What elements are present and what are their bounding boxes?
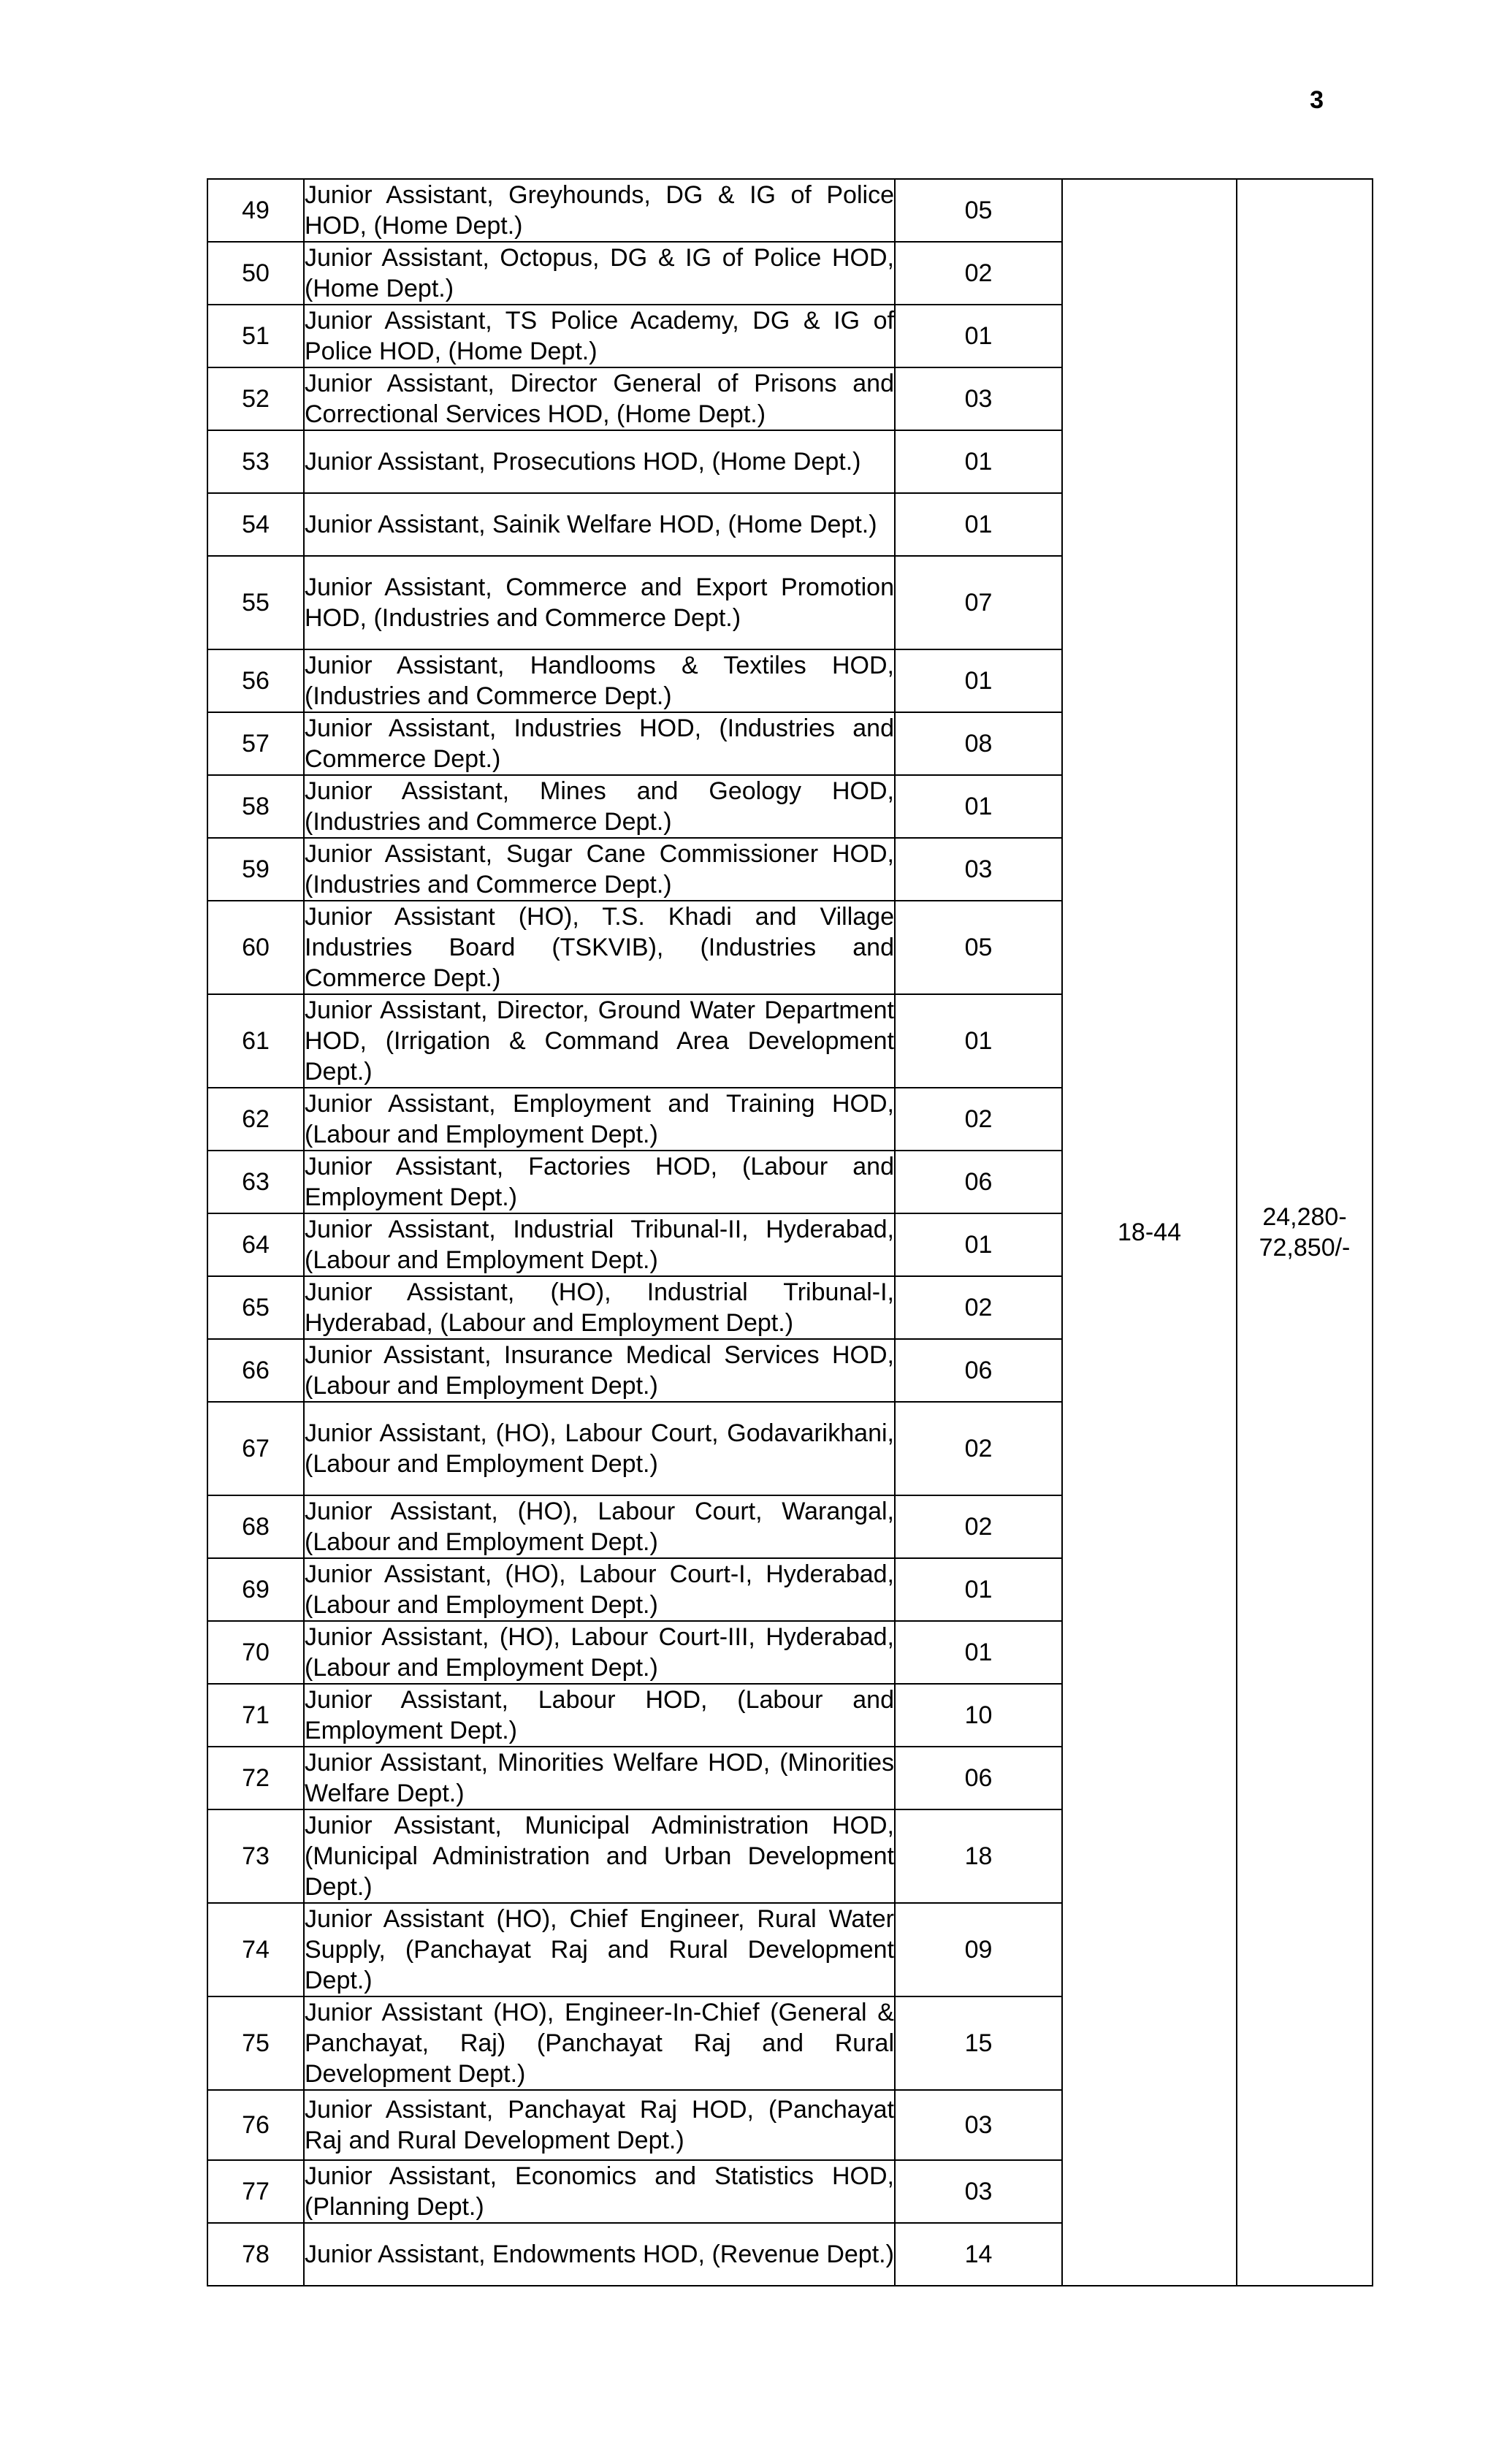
vacancies-cell: 01 [895,649,1062,712]
post-name-cell: Junior Assistant, Greyhounds, DG & IG of Police HOD, (Home Dept.) [304,179,895,242]
vacancies-cell: 03 [895,2160,1062,2223]
vacancies-cell: 18 [895,1809,1062,1903]
post-name-cell: Junior Assistant, Industries HOD, (Industries and Commerce Dept.) [304,712,895,775]
serial-number-cell: 75 [207,1996,304,2090]
vacancies-cell: 15 [895,1996,1062,2090]
vacancies-cell: 01 [895,775,1062,838]
vacancies-cell: 06 [895,1339,1062,1402]
post-name-cell: Junior Assistant, Commerce and Export Promotion HOD, (Industries and Commerce Dept.) [304,556,895,649]
post-name-cell: Junior Assistant (HO), Chief Engineer, Rural Water Supply, (Panchayat Raj and Rural Development Dept.) [304,1903,895,1996]
vacancies-cell: 08 [895,712,1062,775]
serial-number-cell: 76 [207,2090,304,2160]
serial-number-cell: 54 [207,493,304,556]
vacancies-cell: 03 [895,367,1062,430]
post-name-cell: Junior Assistant, Director General of Prisons and Correctional Services HOD, (Home Dept.) [304,367,895,430]
serial-number-cell: 68 [207,1495,304,1558]
serial-number-cell: 70 [207,1621,304,1684]
post-name-cell: Junior Assistant, Mines and Geology HOD, (Industries and Commerce Dept.) [304,775,895,838]
post-name-cell: Junior Assistant, Prosecutions HOD, (Home Dept.) [304,430,895,493]
post-name-cell: Junior Assistant, (HO), Labour Court-III, Hyderabad, (Labour and Employment Dept.) [304,1621,895,1684]
serial-number-cell: 51 [207,305,304,367]
vacancies-cell: 02 [895,1088,1062,1151]
vacancies-cell: 01 [895,305,1062,367]
vacancies-cell: 02 [895,1276,1062,1339]
vacancies-cell: 01 [895,994,1062,1088]
serial-number-cell: 62 [207,1088,304,1151]
vacancies-cell: 02 [895,242,1062,305]
post-name-cell: Junior Assistant, Handlooms & Textiles HOD, (Industries and Commerce Dept.) [304,649,895,712]
vacancies-cell: 01 [895,1213,1062,1276]
vacancies-cell: 03 [895,2090,1062,2160]
serial-number-cell: 53 [207,430,304,493]
post-name-cell: Junior Assistant, (HO), Industrial Tribunal-I, Hyderabad, (Labour and Employment Dept.) [304,1276,895,1339]
serial-number-cell: 49 [207,179,304,242]
serial-number-cell: 69 [207,1558,304,1621]
post-name-cell: Junior Assistant, Insurance Medical Services HOD,(Labour and Employment Dept.) [304,1339,895,1402]
serial-number-cell: 56 [207,649,304,712]
post-name-cell: Junior Assistant, (HO), Labour Court, Warangal, (Labour and Employment Dept.) [304,1495,895,1558]
serial-number-cell: 74 [207,1903,304,1996]
serial-number-cell: 65 [207,1276,304,1339]
vacancy-table [207,178,1373,2286]
vacancies-cell: 03 [895,838,1062,901]
vacancies-cell: 05 [895,179,1062,242]
post-name-cell: Junior Assistant, TS Police Academy, DG & IG of Police HOD, (Home Dept.) [304,305,895,367]
vacancies-cell: 01 [895,430,1062,493]
serial-number-cell: 78 [207,2223,304,2286]
vacancies-cell: 05 [895,901,1062,994]
post-name-cell: Junior Assistant, (HO), Labour Court, Godavarikhani, (Labour and Employment Dept.) [304,1402,895,1495]
vacancies-cell: 09 [895,1903,1062,1996]
vacancies-cell: 06 [895,1747,1062,1809]
serial-number-cell: 57 [207,712,304,775]
post-name-cell: Junior Assistant, Panchayat Raj HOD, (Panchayat Raj and Rural Development Dept.) [304,2090,895,2160]
vacancies-cell: 06 [895,1151,1062,1213]
serial-number-cell: 61 [207,994,304,1088]
post-name-cell: Junior Assistant, Employment and Training HOD, (Labour and Employment Dept.) [304,1088,895,1151]
serial-number-cell: 73 [207,1809,304,1903]
serial-number-cell: 72 [207,1747,304,1809]
serial-number-cell: 58 [207,775,304,838]
serial-number-cell: 66 [207,1339,304,1402]
vacancies-cell: 14 [895,2223,1062,2286]
serial-number-cell: 71 [207,1684,304,1747]
serial-number-cell: 77 [207,2160,304,2223]
post-name-cell: Junior Assistant, Municipal Administration HOD, (Municipal Administration and Urban Development Dept.) [304,1809,895,1903]
post-name-cell: Junior Assistant, Octopus, DG & IG of Police HOD,(Home Dept.) [304,242,895,305]
serial-number-cell: 50 [207,242,304,305]
vacancies-cell: 07 [895,556,1062,649]
post-name-cell: Junior Assistant, Sugar Cane Commissioner HOD, (Industries and Commerce Dept.) [304,838,895,901]
post-name-cell: Junior Assistant (HO), T.S. Khadi and Village Industries Board (TSKVIB), (Industries and Commerce Dept.) [304,901,895,994]
serial-number-cell: 67 [207,1402,304,1495]
vacancies-cell: 02 [895,1495,1062,1558]
vacancies-cell: 01 [895,1558,1062,1621]
serial-number-cell: 55 [207,556,304,649]
serial-number-cell: 63 [207,1151,304,1213]
vacancies-cell: 01 [895,1621,1062,1684]
post-name-cell: Junior Assistant, Minorities Welfare HOD, (Minorities Welfare Dept.) [304,1747,895,1809]
post-name-cell: Junior Assistant, (HO), Labour Court-I, Hyderabad, (Labour and Employment Dept.) [304,1558,895,1621]
vacancy-table-body [207,179,1373,2286]
post-name-cell: Junior Assistant, Sainik Welfare HOD, (Home Dept.) [304,493,895,556]
post-name-cell: Junior Assistant, Labour HOD, (Labour and Employment Dept.) [304,1684,895,1747]
post-name-cell: Junior Assistant, Factories HOD, (Labour and Employment Dept.) [304,1151,895,1213]
post-name-cell: Junior Assistant, Director, Ground Water Department HOD, (Irrigation & Command Area Development Dept.) [304,994,895,1088]
table-row [207,179,1373,242]
post-name-cell: Junior Assistant (HO), Engineer-In-Chief (General & Panchayat, Raj) (Panchayat Raj and Rural Development Dept.) [304,1996,895,2090]
pay-scale-cell: 24,280-72,850/- [1237,179,1373,2286]
serial-number-cell: 59 [207,838,304,901]
vacancies-cell: 02 [895,1402,1062,1495]
serial-number-cell: 60 [207,901,304,994]
vacancies-cell: 01 [895,493,1062,556]
post-name-cell: Junior Assistant, Endowments HOD, (Revenue Dept.) [304,2223,895,2286]
vacancies-cell: 10 [895,1684,1062,1747]
page-number: 3 [1310,86,1324,114]
post-name-cell: Junior Assistant, Industrial Tribunal-II, Hyderabad, (Labour and Employment Dept.) [304,1213,895,1276]
post-name-cell: Junior Assistant, Economics and Statistics HOD, (Planning Dept.) [304,2160,895,2223]
serial-number-cell: 52 [207,367,304,430]
age-limit-cell: 18-44 [1062,179,1237,2286]
serial-number-cell: 64 [207,1213,304,1276]
